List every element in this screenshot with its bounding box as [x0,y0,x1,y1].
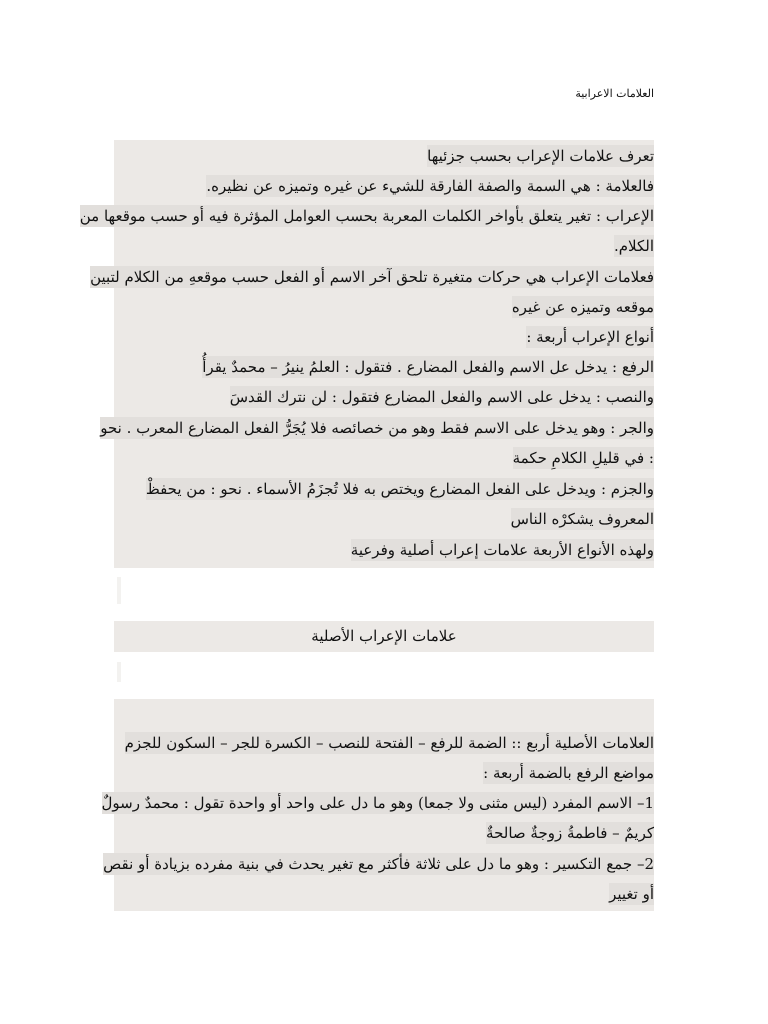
spacer-bar [117,662,121,682]
line-text: فالعلامة : هي السمة والصفة الفارقة للشيء عن غيره وتميزه عن نظيره. [206,177,654,195]
line-text: موقعه وتميزه عن غيره [511,298,654,316]
paragraph-line [114,171,654,201]
paragraph-line [114,443,654,473]
paragraph-line [79,201,654,231]
paragraph-line [103,849,654,879]
paragraph-line [114,504,654,534]
line-text: : في قليلِ الكلامِ حكمة [512,449,654,467]
line-text: 2– جمع التكسير : وهو ما دل على ثلاثة فأكثر مع تغير يحدث في بنية مفرده بزيادة أو نقص [103,855,654,873]
paragraph-line [114,382,654,412]
paragraph-line [114,141,654,171]
line-text: والجزم : ويدخل على الفعل المضارع ويختص به فلا تُجزَمُ الأسماء . نحو : من يحفظْ [145,480,654,498]
line-text: والجر : وهو يدخل على الاسم فقط وهو من خصائصه فلا يُجَرُّ الفعل المضارع المعرب . نحو [100,419,654,437]
paragraph-line [114,535,654,565]
line-text: مواضع الرفع بالضمة أربعة : [483,764,654,782]
line-text: أو تغيير [609,885,654,903]
paragraph-line [114,292,654,322]
paragraph-line [114,352,654,382]
paragraph-line [101,788,654,818]
line-text: الإعراب : تغير يتعلق بأواخر الكلمات المعربة بحسب العوامل المؤثرة فيه أو حسب موقعها من [79,207,654,225]
paragraph-line [114,879,654,909]
spacer-bar [117,577,121,604]
section-heading-box [114,621,654,652]
line-text: كريمٌ – فاطمةُ زوجةٌ صالحةٌ [486,824,654,842]
paragraph-line [114,322,654,352]
line-text: 1– الاسم المفرد (ليس مثنى ولا جمعا) وهو ما دل على واحد أو واحدة تقول : محمدٌ رسولٌ [101,794,654,812]
paragraph-line [114,758,654,788]
line-text: فعلامات الإعراب هي حركات متغيرة تلحق آخر الاسم أو الفعل حسب موقعهِ من الكلام لتبين [90,268,654,286]
line-text: تعرف علامات الإعراب بحسب جزئيها [427,147,654,165]
paragraph-line [100,413,654,443]
line-text: المعروف يشكرْه الناس [510,510,654,528]
page-title: العلامات الاعرابية [575,87,654,100]
line-text: أنواع الإعراب أربعة : [526,328,654,346]
section-heading: علامات الإعراب الأصلية [311,627,457,645]
line-text: الكلام. [613,237,654,255]
line-text: والنصب : يدخل على الاسم والفعل المضارع فتقول : لن نترك القدسَ [229,388,654,406]
paragraph-line [114,818,654,848]
paragraph-line [114,474,654,504]
paragraph-line [90,262,654,292]
line-text: الرفع : يدخل عل الاسم والفعل المضارع . فتقول : العلمُ ينيرُ – محمدٌ يقرأُ [202,358,654,376]
line-text: العلامات الأصلية أربع :: الضمة للرفع – الفتحة للنصب – الكسرة للجر – السكون للجزم [124,734,654,752]
paragraph-line [114,231,654,261]
paragraph-line [114,728,654,758]
line-text: ولهذه الأنواع الأربعة علامات إعراب أصلية وفرعية [350,541,654,559]
